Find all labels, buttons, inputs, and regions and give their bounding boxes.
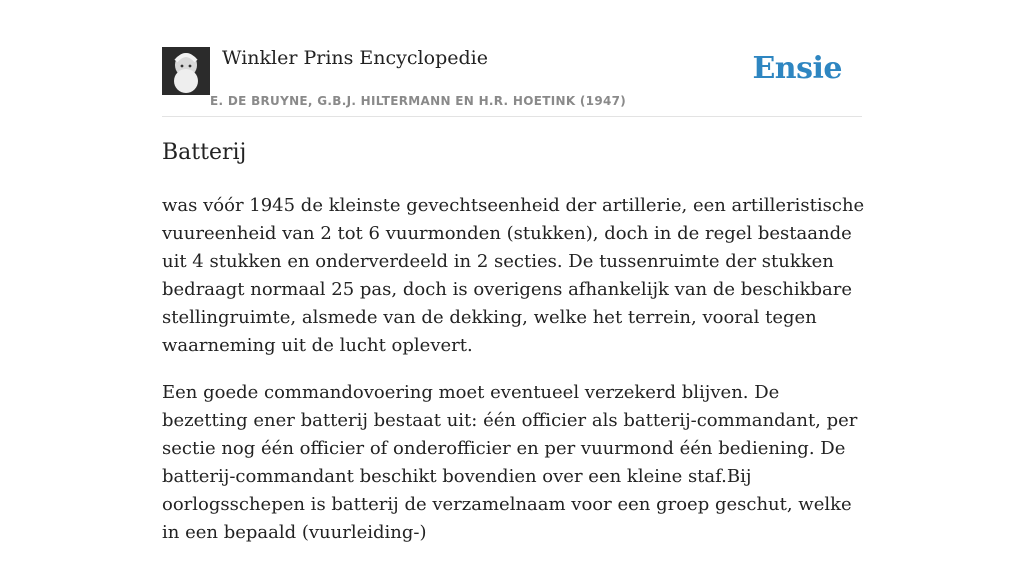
article-paragraph: was vóór 1945 de kleinste gevechtseenheid der artillerie, een artilleristische vuureenheid van 2 tot 6 vuurmonden (stukken), doch in de regel bestaande uit 4 stukken en onderverdeeld in 2 secties. De tussenruimte der stukken bedraagt normaal 25 pas, doch is overigens afhankelijk van de beschikbare stellingruimte, alsmede van de dekking, welke het terrein, vooral tegen waarneming uit de lucht oplevert. (162, 195, 865, 356)
authors-line: E. DE BRUYNE, G.B.J. HILTERMANN EN H.R. HOETINK (1947) (210, 94, 627, 108)
article-title: Batterij (162, 140, 247, 165)
author-portrait-icon[interactable] (162, 47, 210, 95)
brand-logo[interactable]: Ensie (752, 51, 842, 86)
article-paragraph: Een goede commandovoering moet eventueel verzekerd blijven. De bezetting ener batterij bestaat uit: één officier als batterij-commandant, per sectie nog één officier of onderofficier en per vuurmond één bediening. De batterij-commandant beschikt bovendien over een kleine staf.Bij oorlogsschepen is batterij de verzamelnaam voor een groep geschut, welke in een bepaald (vuurleiding-) (162, 382, 858, 543)
site-title[interactable]: Winkler Prins Encyclopedie (222, 47, 488, 69)
article-body (162, 192, 867, 566)
header (162, 46, 862, 117)
